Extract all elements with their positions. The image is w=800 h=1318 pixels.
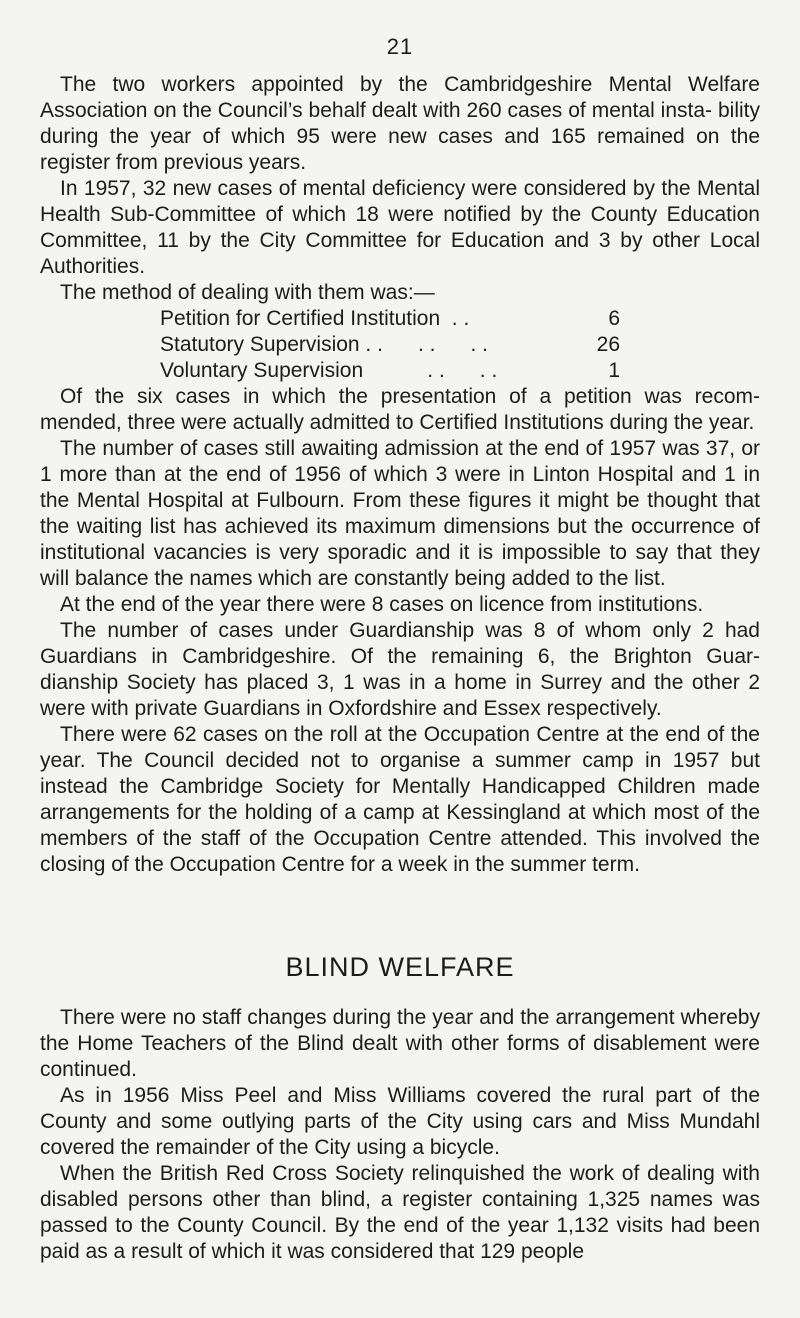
method-label: Statutory Supervision . . . . . .: [160, 333, 488, 356]
method-row-petition: [160, 306, 620, 332]
page-number: 21: [386, 34, 414, 59]
method-value: 1: [608, 359, 620, 382]
method-value: 6: [608, 307, 620, 330]
paragraph-mental-welfare-cases: The two workers appointed by the Cambridgeshire Mental Welfare Association on the Council’s behalf dealt with 260 cases of mental insta- bility during the year of which 95 were new cases and 165 remained on the register from previous years.: [40, 73, 760, 174]
paragraph-waiting-list: The number of cases still awaiting admission at the end of 1957 was 37, or 1 more than at the end of 1956 of which 3 were in Linton Hospital and 1 in the Mental Hospital at Fulbourn. From these figures it might be thought that the waiting list has achieved its maximum dimensions but the occurrence of institutional vacancies is very sporadic and it is impossible to say that they will balance the names which are constantly being added to the list.: [40, 437, 760, 590]
paragraph-method-intro: The method of dealing with them was:—: [60, 281, 435, 304]
method-label: Petition for Certified Institution . .: [160, 307, 470, 330]
section-heading-blind-welfare: BLIND WELFARE: [285, 952, 515, 982]
paragraph-licence: At the end of the year there were 8 cases on licence from institutions.: [60, 593, 704, 616]
paragraph-new-cases-1957: In 1957, 32 new cases of mental deficiency were considered by the Mental Health Sub-Committee of which 18 were notified by the County Education Committee, 11 by the City Committee for Education and 3 by other Local Authorities.: [40, 177, 760, 278]
paragraph-petitions: Of the six cases in which the presentation of a petition was recom- mended, three were actually admitted to Certified Institutions during the year.: [40, 385, 760, 434]
paragraph-occupation-centre: There were 62 cases on the roll at the Occupation Centre at the end of the year. The Council decided not to organise a summer camp in 1957 but instead the Cambridge Society for Mentally Handicapped Children made arrangements for the holding of a camp at Kessingland at which most of the members of the staff of the Occupation Centre attended. This involved the closing of the Occupation Centre for a week in the summer term.: [40, 723, 760, 876]
method-label: Voluntary Supervision . . . .: [160, 359, 498, 382]
paragraph-staff-changes: There were no staff changes during the year and the arrangement whereby the Home Teachers of the Blind dealt with other forms of disablement were continued.: [40, 1006, 760, 1081]
method-row-statutory: [160, 332, 620, 358]
paragraph-home-teachers: As in 1956 Miss Peel and Miss Williams covered the rural part of the County and some outlying parts of the City using cars and Miss Mundahl covered the remainder of the City using a bicycle.: [40, 1084, 760, 1159]
method-value: 26: [596, 333, 620, 356]
paragraph-guardianship: The number of cases under Guardianship was 8 of whom only 2 had Guardians in Cambridgeshire. Of the remaining 6, the Brighton Guar- dianship Society has placed 3, 1 was in a home in Surrey and the other 2 were with private Guardians in Oxfordshire and Essex respectively.: [40, 619, 760, 720]
paragraph-red-cross: When the British Red Cross Society relinquished the work of dealing with disabled persons other than blind, a register containing 1,325 names was passed to the County Council. By the end of the year 1,132 visits had been paid as a result of which it was considered that 129 people: [40, 1162, 760, 1263]
method-list: [160, 306, 620, 384]
method-row-voluntary: [160, 358, 620, 384]
